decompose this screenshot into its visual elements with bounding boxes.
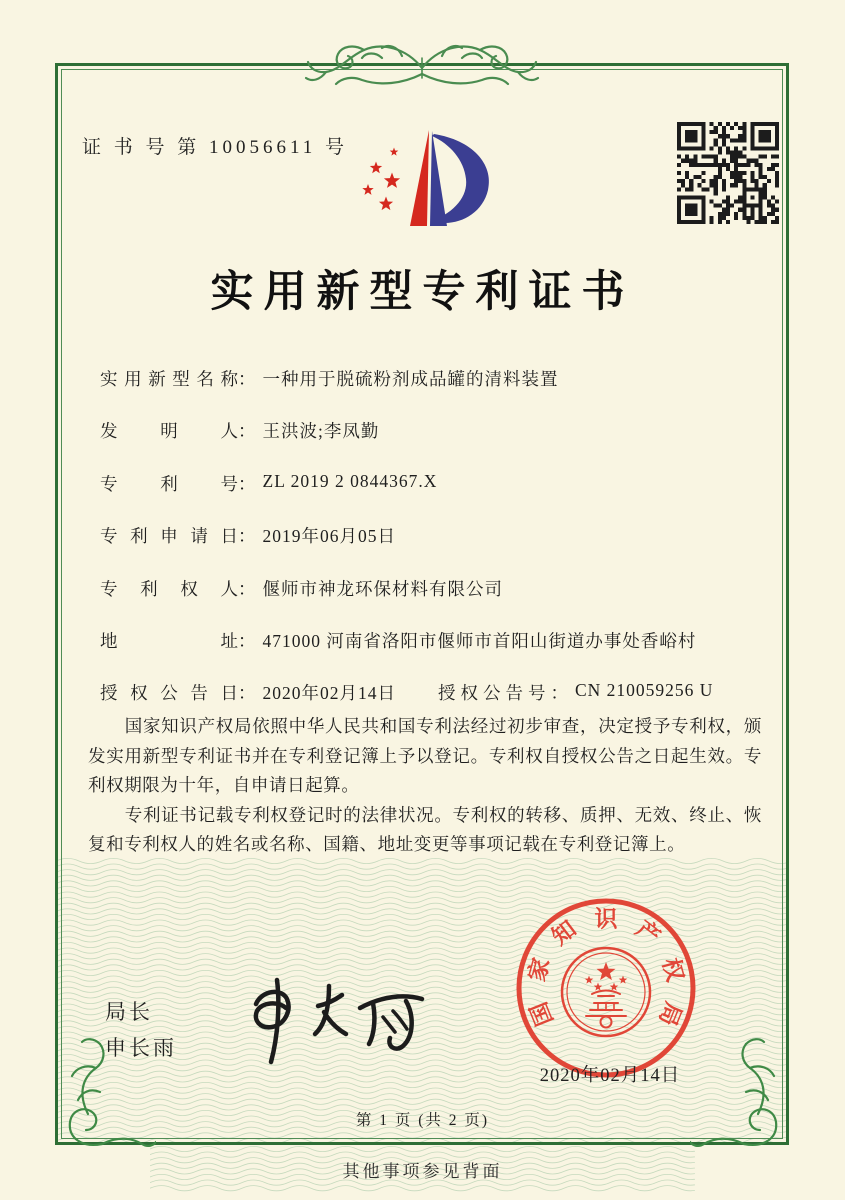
emblem-stars xyxy=(585,962,628,991)
ornament-right-half xyxy=(422,46,538,84)
fields-block xyxy=(100,366,780,733)
field-colon: ： xyxy=(238,526,256,547)
svg-text:局: 局 xyxy=(654,998,687,1030)
svg-text:识: 识 xyxy=(594,906,618,932)
certificate-number: 证 书 号 第 10056611 号 xyxy=(82,137,349,158)
field-value: 王洪波;李凤勤 xyxy=(262,421,380,442)
field-colon: ： xyxy=(550,683,568,704)
cnipa-logo xyxy=(352,124,497,234)
seal-date: 2020年02月14日 xyxy=(539,1066,681,1086)
field-label: 专利号 xyxy=(100,473,238,494)
top-dragon-ornament xyxy=(282,36,562,96)
certificate-title: 实用新型专利证书 xyxy=(210,269,635,316)
grant-date-label: 授权公告日 xyxy=(100,683,238,704)
field-row-patent-no xyxy=(100,471,780,523)
logo-triangle-red xyxy=(410,130,429,226)
page-number: 第 1 页 (共 2 页) xyxy=(355,1112,490,1129)
field-value: ZL 2019 2 0844367.X xyxy=(262,470,438,491)
qr-code xyxy=(677,122,779,224)
legal-paragraph-1: 国家知识产权局依照中华人民共和国专利法经过初步审查，决定授予专利权，颁发实用新型专利证书并在专利登记簿上予以登记。专利权自授权公告之日起生效。专利权期限为十年，自申请日起算。 xyxy=(88,716,762,795)
logo-triangle-blue xyxy=(430,131,447,226)
svg-text:家: 家 xyxy=(524,955,555,985)
back-note: 其他事项参见背面 xyxy=(342,1162,503,1181)
svg-text:知: 知 xyxy=(547,916,581,950)
director-name: 申长雨 xyxy=(105,1036,177,1060)
field-colon: ： xyxy=(238,630,256,651)
field-label: 发明人 xyxy=(100,421,238,442)
svg-text:产: 产 xyxy=(631,916,665,950)
field-colon: ： xyxy=(238,421,256,442)
svg-text:权: 权 xyxy=(657,955,688,985)
director-title: 局长 xyxy=(105,1000,153,1024)
field-value: 偃师市神龙环保材料有限公司 xyxy=(262,578,503,599)
field-row-address xyxy=(100,628,780,680)
field-colon: ： xyxy=(238,473,256,494)
grant-no-label: 授权公告号 xyxy=(438,683,551,704)
field-colon: ： xyxy=(238,683,256,704)
field-value: 471000 河南省洛阳市偃师市首阳山街道办事处香峪村 xyxy=(262,630,697,651)
field-label: 专利申请日 xyxy=(100,526,238,547)
director-block xyxy=(105,994,177,1066)
field-row-inventor xyxy=(100,418,780,470)
field-label: 实用新型名称 xyxy=(100,369,238,389)
grant-date-value: 2020年02月14日 xyxy=(262,683,396,704)
field-colon: ： xyxy=(238,578,256,599)
field-label: 专利权人 xyxy=(100,578,238,599)
grant-no-value: CN 210059256 U xyxy=(575,680,714,701)
ornament-left-half xyxy=(306,46,422,84)
field-colon: ： xyxy=(238,369,256,389)
field-label: 地址 xyxy=(100,630,238,651)
field-row-patentee xyxy=(100,576,780,628)
corner-flourish-right xyxy=(690,1032,798,1150)
field-value: 2019年06月05日 xyxy=(262,526,396,547)
national-emblem xyxy=(562,948,650,1036)
field-row-filing-date xyxy=(100,523,780,575)
logo-stars xyxy=(362,148,400,211)
legal-paragraph-2: 专利证书记载专利权登记时的法律状况。专利权的转移、质押、无效、终止、恢复和专利权人的姓名或名称、国籍、地址变更等事项记载在专利登记簿上。 xyxy=(88,804,762,854)
director-signature xyxy=(232,972,444,1070)
svg-text:国: 国 xyxy=(525,998,558,1030)
field-value: 一种用于脱硫粉剂成品罐的清料装置 xyxy=(262,369,559,389)
legal-text xyxy=(88,712,762,860)
field-row-name xyxy=(100,366,780,418)
